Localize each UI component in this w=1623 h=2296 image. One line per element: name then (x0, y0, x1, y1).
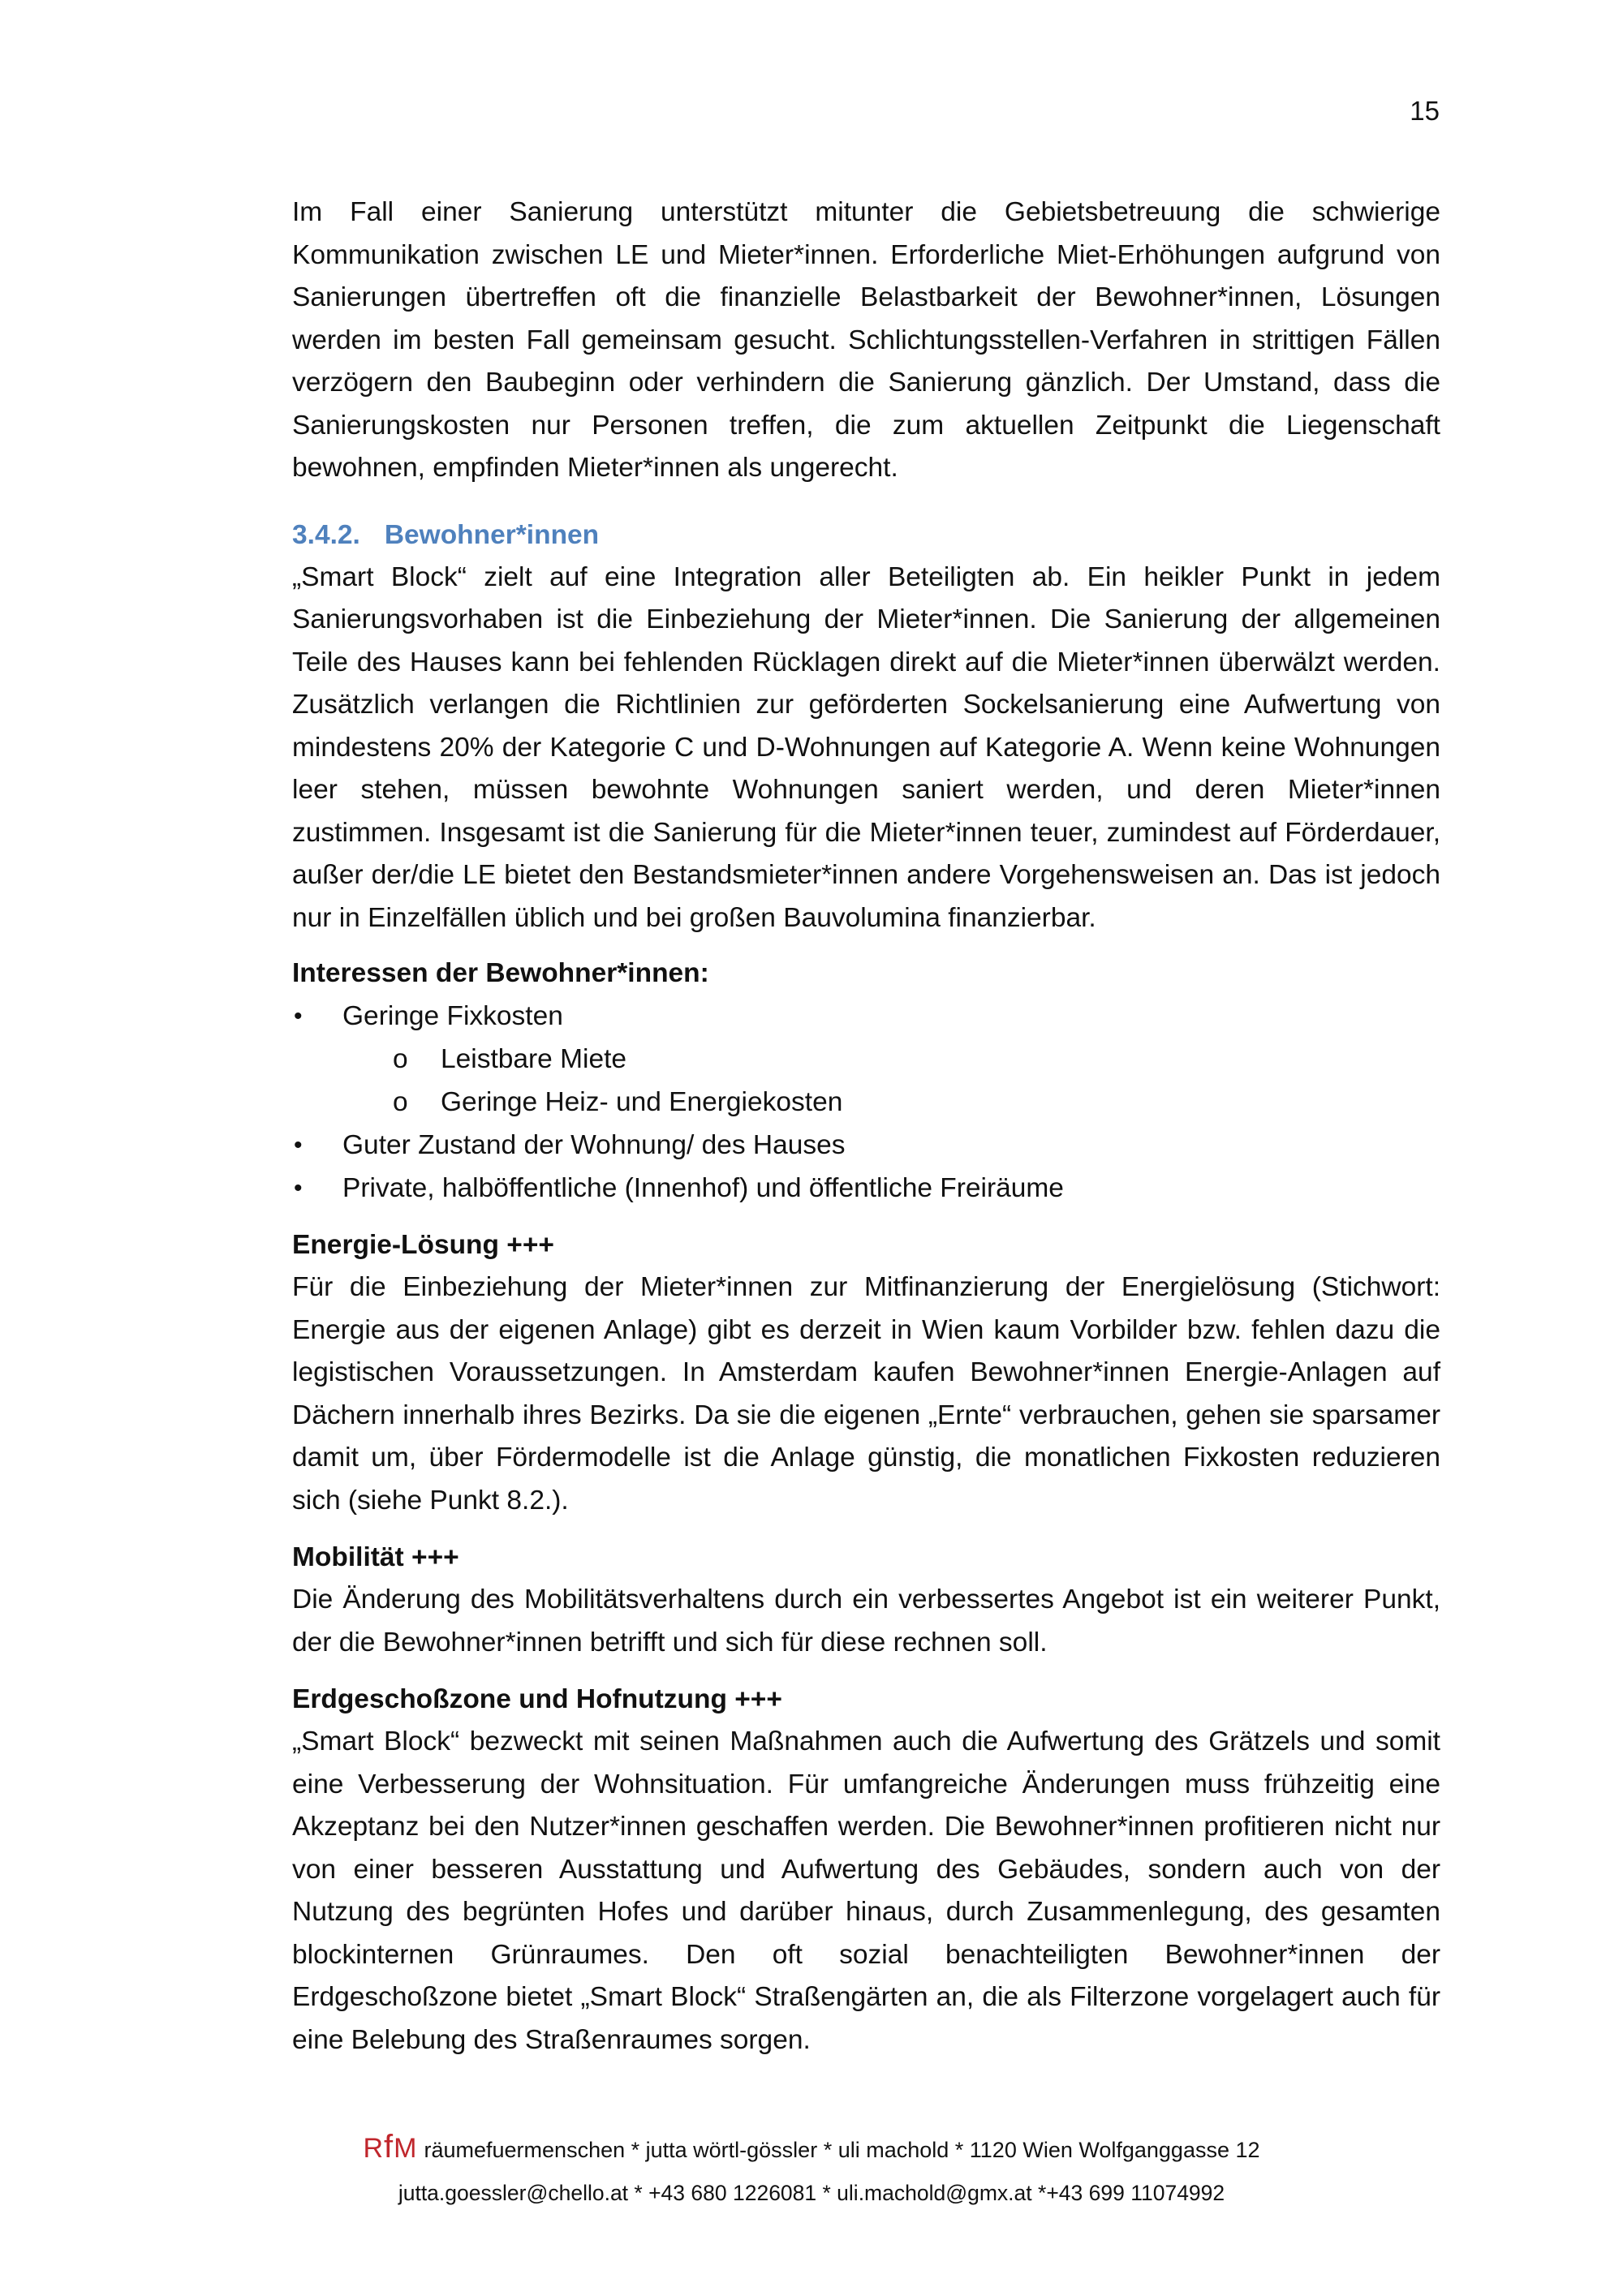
list-item: • Private, halböffentliche (Innenhof) und öffentliche Freiräume (292, 1167, 1440, 1210)
circle-bullet-icon: o (393, 1044, 408, 1074)
ground-floor-paragraph: „Smart Block“ bezweckt mit seinen Maßnahmen auch die Aufwertung des Grätzels und somit eine Verbesserung der Wohnsituation. Für umfangreiche Änderungen muss frühzeitig eine Akzeptanz bei den Nutzer*innen geschaffen werden. Die Bewohner*innen profitieren nicht nur von einer besseren Ausstattung und Aufwertung des Gebäudes, sondern auch von der Nutzung des begrünten Hofes und darüber hinaus, durch Zusammenlegung, des gesamten blockinternen Grünraumes. Den oft sozial benachteiligten Bewohner*innen der Erdgeschoßzone bietet „Smart Block“ Straßengärten an, die als Filterzone vorgelagert auch für eine Belebung des Straßenraumes sorgen. (292, 1726, 1440, 2055)
intro-paragraph: Im Fall einer Sanierung unterstützt mitunter die Gebietsbetreuung die schwierige Kommunikation zwischen LE und Mieter*innen. Erforderliche Miet-Erhöhungen aufgrund von Sanierungen übertreffen oft die finanzielle Belastbarkeit der Bewohner*innen, Lösungen werden im besten Fall gemeinsam gesucht. Schlichtungsstellen-Verfahren in strittigen Fällen verzögern den Baubeginn oder verhindern die Sanierung gänzlich. Der Umstand, dass die Sanierungskosten nur Personen treffen, die zum aktuellen Zeitpunkt die Liegenschaft bewohnen, empfinden Mieter*innen als ungerecht. (292, 197, 1440, 483)
list-item: • Geringe Fixkosten (292, 995, 1440, 1038)
list-item: • Guter Zustand der Wohnung/ des Hauses (292, 1124, 1440, 1167)
list-item: o Leistbare Miete (292, 1038, 1440, 1081)
footer-address (0, 2129, 1623, 2165)
energy-heading: Energie-Lösung +++ (292, 1230, 554, 1260)
mobility-heading: Mobilität +++ (292, 1542, 459, 1572)
interests-heading: Interessen der Bewohner*innen: (292, 958, 709, 988)
page-number: 15 (1410, 96, 1440, 126)
energy-paragraph: Für die Einbeziehung der Mieter*innen zur Mitfinanzierung der Energielösung (Stichwort: Energie aus der eigenen Anlage) gibt es derzeit in Wien kaum Vorbilder bzw. fehlen dazu die legistischen Voraussetzungen. In Amsterdam kaufen Bewohner*innen Energie-Anlagen auf Dächern innerhalb ihres Bezirks. Da sie die eigenen „Ernte“ verbrauchen, gehen sie sparsamer damit um, über Fördermodelle ist die Anlage günstig, die monatlichen Fixkosten reduzieren sich (siehe Punkt 8.2.). (292, 1272, 1440, 1516)
section-title: Bewohner*innen (384, 519, 600, 550)
ground-floor-heading: Erdgeschoßzone und Hofnutzung +++ (292, 1684, 782, 1714)
bullet-icon: • (294, 1132, 303, 1159)
footer-line-1: räumefuermenschen * jutta wörtl-gössler * uli machold * 1120 Wien Wolfganggasse 12 (424, 2138, 1260, 2162)
list-item: o Geringe Heiz- und Energiekosten (292, 1081, 1440, 1124)
mobility-paragraph: Die Änderung des Mobilitätsverhaltens durch ein verbessertes Angebot ist ein weiterer Punkt, der die Bewohner*innen betrifft und sich für diese rechnen soll. (292, 1584, 1440, 1658)
bullet-icon: • (294, 1003, 303, 1030)
rfm-logo: RfM (363, 2129, 418, 2165)
bullet-icon: • (294, 1175, 303, 1202)
interests-list (292, 995, 1440, 1210)
section-heading (292, 514, 1440, 557)
footer-contact: jutta.goessler@chello.at * +43 680 1226081 * uli.machold@gmx.at *+43 699 11074992 (398, 2181, 1225, 2205)
section-paragraph: „Smart Block“ zielt auf eine Integration aller Beteiligten ab. Ein heikler Punkt in jedem Sanierungsvorhaben ist die Einbeziehung der Mieter*innen. Die Sanierung der allgemeinen Teile des Hauses kann bei fehlenden Rücklagen direkt auf die Mieter*innen überwälzt werden. Zusätzlich verlangen die Richtlinien zur geförderten Sockelsanierung eine Aufwertung von mindestens 20% der Kategorie C und D-Wohnungen auf Kategorie A. Wenn keine Wohnungen leer stehen, müssen bewohnte Wohnungen saniert werden, und deren Mieter*innen zustimmen. Insgesamt ist die Sanierung für die Mieter*innen teuer, zumindest auf Förderdauer, außer der/die LE bietet den Bestandsmieter*innen andere Vorgehensweisen an. Das ist jedoch nur in Einzelfällen üblich und bei großen Bauvolumina finanzierbar. (292, 561, 1440, 933)
circle-bullet-icon: o (393, 1087, 408, 1117)
section-number: 3.4.2. (292, 519, 360, 550)
page-content (292, 191, 1440, 2062)
